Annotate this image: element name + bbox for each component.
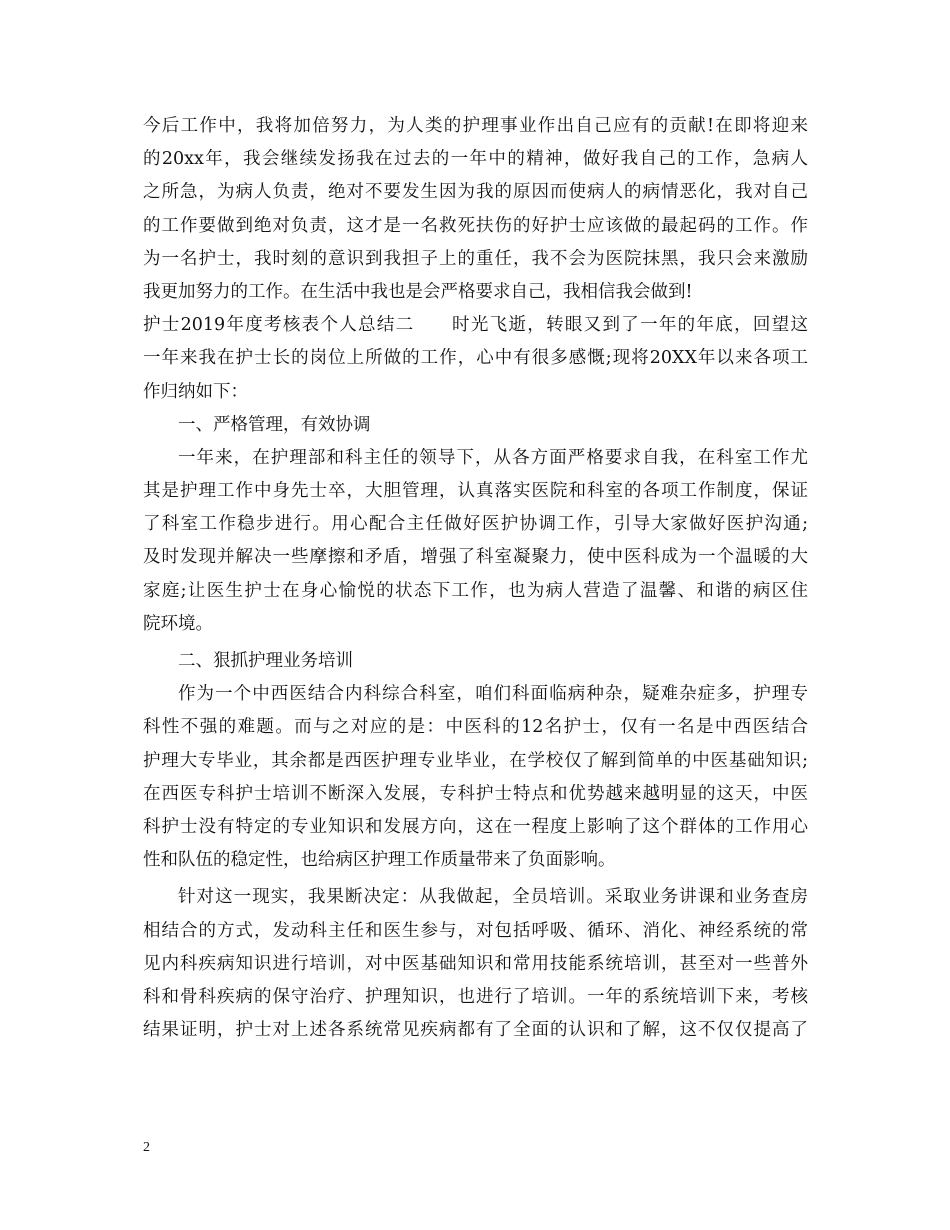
text-line: 及时发现并解决一些摩擦和矛盾，增强了科室凝聚力，使中医科成为一个温暖的大 [143,547,808,568]
document-body [143,110,808,1047]
text-line: 之所急，为病人负责，绝对不要发生因为我的原因而使病人的病情恶化，我对自己 [143,182,808,203]
text-line: 的工作要做到绝对负责，这才是一名救死扶伤的好护士应该做的最起码的工作。作 [143,215,808,236]
text-line: 性和队伍的稳定性，也给病区护理工作质量带来了负面影响。 [143,850,616,871]
text-line: 见内科疾病知识进行培训，对中医基础知识和常用技能系统培训，甚至对一些普外 [143,953,808,974]
text-line: 科和骨科疾病的保守治疗、护理知识，也进行了培训。一年的系统培训下来，考核 [143,986,808,1007]
text-line: 了科室工作稳步进行。用心配合主任做好医护协调工作，引导大家做好医护沟通; [143,514,808,535]
heading-1: 一、严格管理，有效协调 [178,414,371,435]
heading-2: 二、狠抓护理业务培训 [178,651,353,671]
text-line: 今后工作中，我将加倍努力，为人类的护理事业作出自己应有的贡献!在即将迎来 [143,116,808,136]
text-line: 科护士没有特定的专业知识和发展方向，这在一程度上影响了这个群体的工作用心 [143,816,808,837]
text-line: 其是护理工作中身先士卒，大胆管理，认真落实医院和科室的各项工作制度，保证 [143,481,808,502]
page-number: 2 [143,1140,150,1155]
text-line: 家庭;让医生护士在身心愉悦的状态下工作，也为病人营造了温馨、和谐的病区住 [143,580,808,601]
text-line: 为一名护士，我时刻的意识到我担子上的重任，我不会为医院抹黑，我只会来激励 [143,248,808,269]
text-line: 科性不强的难题。而与之对应的是：中医科的12名护士，仅有一名是中西医结合 [143,717,808,738]
text-line: 针对这一现实，我果断决定：从我做起，全员培训。采取业务讲课和业务查房 [178,887,808,908]
text-line: 我更加努力的工作。在生活中我也是会严格要求自己，我相信我会做到! [143,281,693,302]
text-line: 一年来，在护理部和科主任的领导下，从各方面严格要求自我，在科室工作尤 [178,447,808,468]
text-line: 护理大专毕业，其余都是西医护理专业毕业，在学校仅了解到简单的中医基础知识; [143,750,808,771]
text-line: 一年来我在护士长的岗位上所做的工作，心中有很多感慨;现将20XX年以来各项工 [143,348,808,369]
section-title-line: 护士2019年度考核表个人总结二 时光飞逝，转眼又到了一年的年底，回望这 [143,315,808,336]
text-line: 的20xx年，我会继续发扬我在过去的一年中的精神，做好我自己的工作，急病人 [143,149,808,170]
text-line: 院环境。 [143,613,213,634]
text-line: 作为一个中西医结合内科综合科室，咱们科面临病种杂，疑难杂症多，护理专 [178,684,808,705]
text-line: 在西医专科护士培训不断深入发展，专科护士特点和优势越来越明显的这天，中医 [143,783,808,804]
text-line: 结果证明，护士对上述各系统常见疾病都有了全面的认识和了解，这不仅仅提高了 [143,1020,808,1041]
text-line: 相结合的方式，发动科主任和医生参与，对包括呼吸、循环、消化、神经系统的常 [143,920,808,941]
text-line: 作归纳如下： [143,381,248,402]
